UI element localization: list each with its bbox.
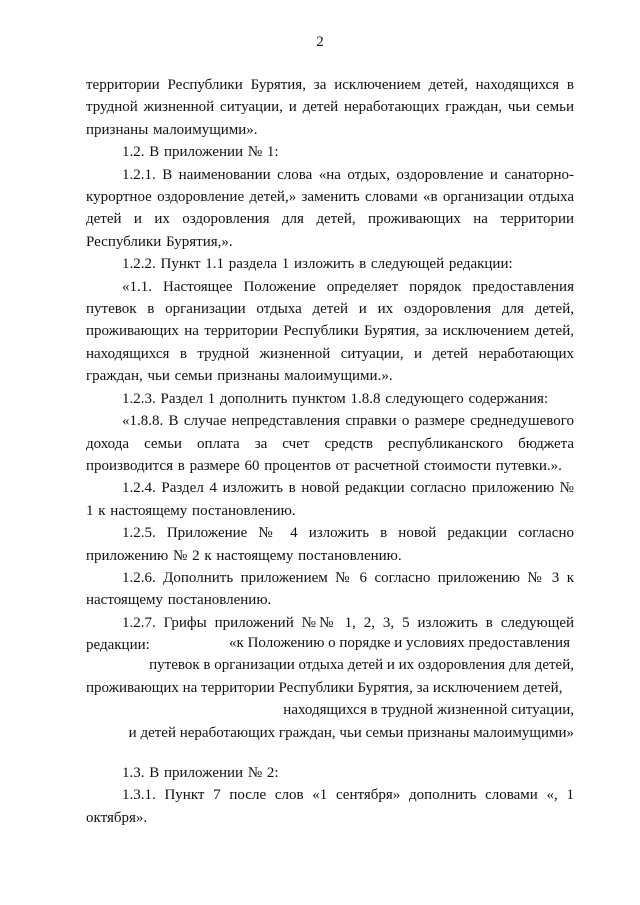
document-body-tail <box>86 762 574 829</box>
header-line: «к Положению о порядке и условиях предоставления <box>229 635 570 651</box>
quoted-paragraph-1-1: «1.1. Настоящее Положение определяет порядок предоставления путевок в организации отдыха детей и их оздоровления для детей, проживающих на территории Республики Бурятия, за исключением детей, находящихся в трудной жизненной ситуации, и детей неработающих граждан, чьи семьи признаны малоимущими.». <box>86 278 574 385</box>
paragraph-1-2-1: 1.2.1. В наименовании слова «на отдых, оздоровление и санаторно-курортное оздоровление детей,» заменить словами «в организации отдыха детей и их оздоровления для детей, проживающих на территории Республики Бурятия,». <box>86 166 574 250</box>
document-body <box>86 74 574 657</box>
paragraph-1-2-4: 1.2.4. Раздел 4 изложить в новой редакции согласно приложению № 1 к настоящему постановлению. <box>86 480 574 519</box>
paragraph-1-2-2: 1.2.2. Пункт 1.1 раздела 1 изложить в следующей редакции: <box>122 256 513 273</box>
appendix-header-block <box>86 632 574 744</box>
paragraph-1-2: 1.2. В приложении № 1: <box>122 144 279 161</box>
header-line: находящихся в трудной жизненной ситуации, <box>283 702 574 719</box>
paragraph-1-2-7: 1.2.7. Грифы приложений №№ 1, 2, 3, 5 изложить в следующей редакции: <box>86 614 574 654</box>
header-line: проживающих на территории Республики Бурятия, за исключением детей, <box>86 679 563 696</box>
quoted-paragraph-1-8-8: «1.8.8. В случае непредставления справки о размере среднедушевого дохода семьи оплата за счет средств республиканского бюджета производится в размере 60 процентов от расчетной стоимости путевки.». <box>86 413 574 474</box>
paragraph-continuation: территории Республики Бурятия, за исключением детей, находящихся в трудной жизненной ситуации, и детей неработающих граждан, чьи семьи признаны малоимущими». <box>86 77 574 138</box>
paragraph-1-2-6: 1.2.6. Дополнить приложением № 6 согласно приложению № 3 к настоящему постановлению. <box>86 569 574 609</box>
paragraph-1-2-3: 1.2.3. Раздел 1 дополнить пунктом 1.8.8 следующего содержания: <box>122 390 549 407</box>
paragraph-1-2-5: 1.2.5. Приложение № 4 изложить в новой редакции согласно приложению № 2 к настоящему постановлению. <box>86 525 574 564</box>
header-line: и детей неработающих граждан, чьи семьи признаны малоимущими» <box>128 724 574 741</box>
paragraph-1-3: 1.3. В приложении № 2: <box>122 765 279 781</box>
paragraph-1-3-1: 1.3.1. Пункт 7 после слов «1 сентября» дополнить словами «, 1 октября». <box>86 787 574 826</box>
page-number: 2 <box>316 34 324 50</box>
header-line: путевок в организации отдыха детей и их оздоровления для детей, <box>149 657 574 674</box>
